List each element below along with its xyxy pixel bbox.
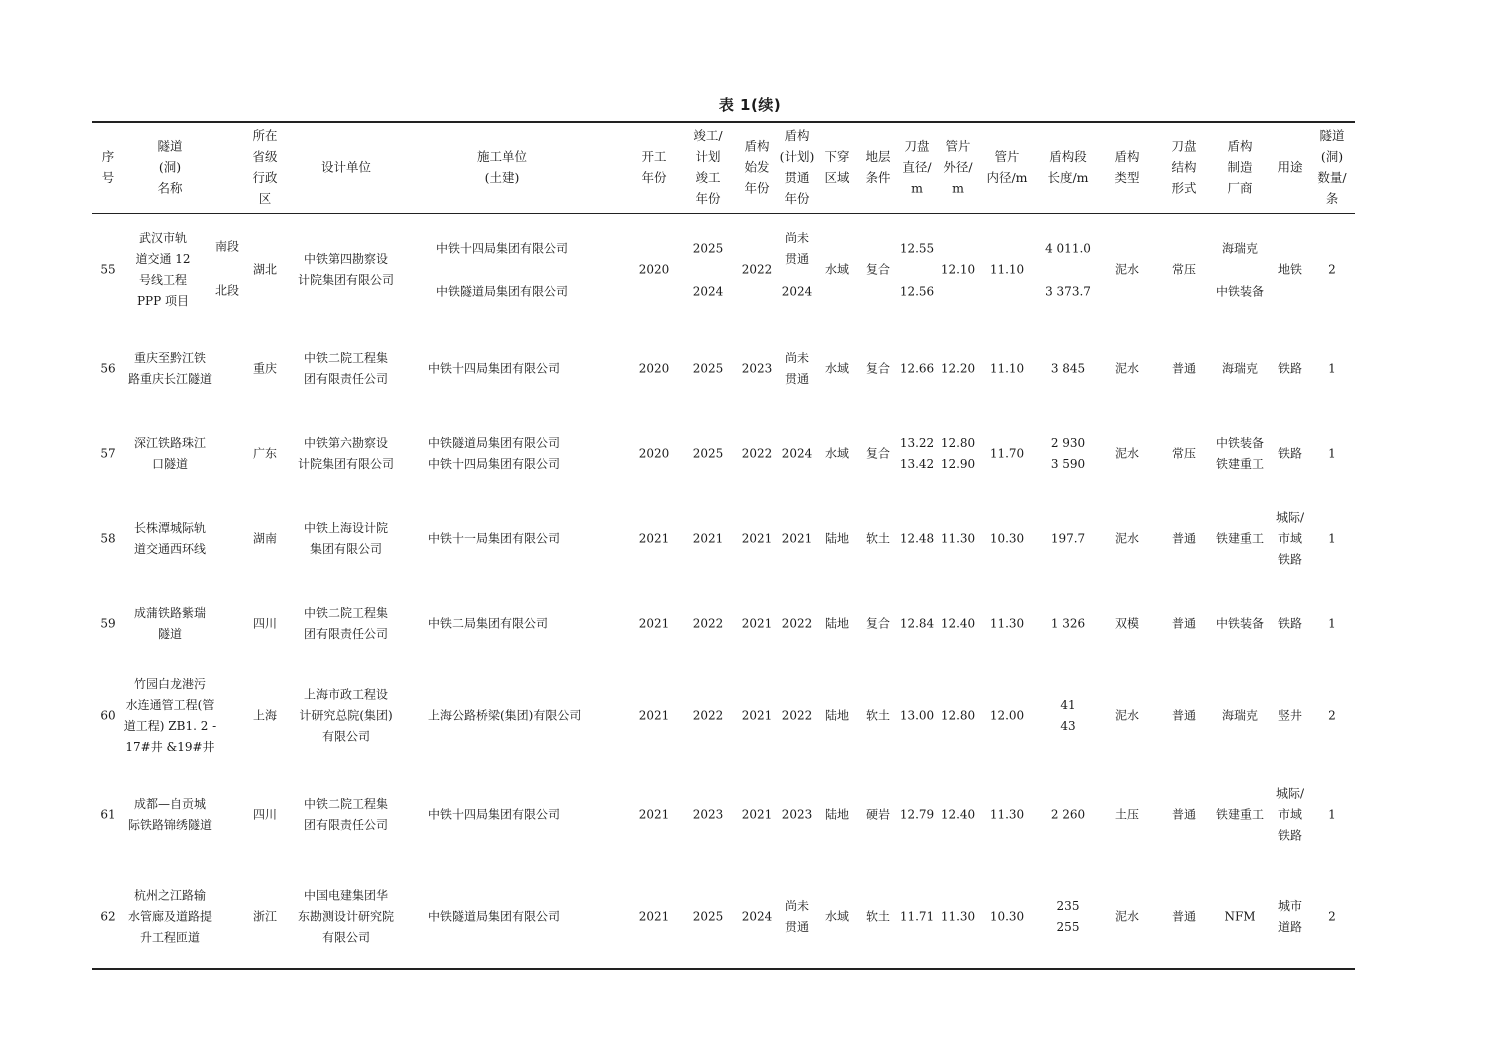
row-58-crossing: 陆地 bbox=[824, 531, 850, 546]
row-61-name: 成都—自贡城 际铁路锦绣隧道 bbox=[127, 797, 213, 832]
row-55-cutter-dia-2: 12.56 bbox=[899, 284, 935, 299]
row-55-use: 地铁 bbox=[1277, 262, 1303, 277]
row-60-finish: 2022 bbox=[692, 708, 724, 723]
row-55-construct-1: 中铁十四局集团有限公司 bbox=[435, 241, 569, 256]
row-57-seg-od: 12.80 12.90 bbox=[940, 436, 976, 471]
row-55-crossing: 水域 bbox=[824, 262, 850, 277]
row-58-stratum: 软土 bbox=[865, 531, 891, 546]
row-59-name: 成蒲铁路紫瑞 隧道 bbox=[133, 606, 207, 641]
row-56-length: 3 845 bbox=[1050, 361, 1086, 376]
row-59-stratum: 复合 bbox=[865, 616, 891, 631]
row-59-length: 1 326 bbox=[1050, 616, 1086, 631]
row-62-seg-id: 10.30 bbox=[989, 909, 1025, 924]
row-60-construct: 上海公路桥梁(集团)有限公司 bbox=[428, 708, 582, 723]
header-construct: 施工单位 (土建) bbox=[476, 149, 528, 185]
row-59-maker: 中铁装备 bbox=[1215, 616, 1265, 631]
row-57-start: 2020 bbox=[638, 446, 670, 461]
row-59-design: 中铁二院工程集 团有限责任公司 bbox=[303, 606, 389, 641]
row-57-through: 2024 bbox=[781, 446, 813, 461]
row-59-seg-od: 12.40 bbox=[940, 616, 976, 631]
row-61-launch: 2021 bbox=[741, 807, 773, 822]
row-61-stratum: 硬岩 bbox=[865, 807, 891, 822]
row-59-count: 1 bbox=[1328, 616, 1336, 631]
row-58-maker: 铁建重工 bbox=[1215, 531, 1265, 546]
row-55-stratum: 复合 bbox=[865, 262, 891, 277]
row-60-count: 2 bbox=[1328, 708, 1336, 723]
row-55-construct-2: 中铁隧道局集团有限公司 bbox=[435, 284, 569, 299]
row-60-maker: 海瑞克 bbox=[1221, 708, 1259, 723]
row-60-seg-id: 12.00 bbox=[989, 708, 1025, 723]
row-55-section-1: 南段 bbox=[214, 239, 240, 254]
header-through: 盾构 (计划) 贯通 年份 bbox=[779, 128, 815, 206]
row-55-through-2: 2024 bbox=[781, 284, 813, 299]
row-62-construct: 中铁隧道局集团有限公司 bbox=[428, 909, 561, 924]
row-62-seq: 62 bbox=[100, 909, 116, 924]
row-60-through: 2022 bbox=[781, 708, 813, 723]
row-56-seg-od: 12.20 bbox=[940, 361, 976, 376]
row-59-seg-id: 11.30 bbox=[989, 616, 1025, 631]
header-cutter-dia: 刀盘 直径/ m bbox=[902, 138, 932, 196]
row-60-province: 上海 bbox=[252, 708, 278, 723]
row-55-section-2: 北段 bbox=[214, 283, 240, 298]
row-61-construct: 中铁十四局集团有限公司 bbox=[428, 807, 561, 822]
row-62-name: 杭州之江路输 水管廊及道路提 升工程匝道 bbox=[127, 888, 213, 945]
header-province: 所在 省级 行政 区 bbox=[252, 128, 278, 206]
row-58-cutter-form: 普通 bbox=[1171, 531, 1197, 546]
row-60-seq: 60 bbox=[100, 708, 116, 723]
row-56-cutter-dia: 12.66 bbox=[899, 361, 935, 376]
row-55-design: 中铁第四勘察设 计院集团有限公司 bbox=[297, 252, 395, 287]
header-seg-id: 管片 内径/m bbox=[986, 149, 1028, 185]
row-55-seg-od: 12.10 bbox=[940, 262, 976, 277]
row-58-province: 湖南 bbox=[252, 531, 278, 546]
row-62-maker: NFM bbox=[1224, 909, 1256, 924]
row-59-seq: 59 bbox=[100, 616, 116, 631]
row-58-use: 城际/ 市域 铁路 bbox=[1275, 510, 1305, 567]
row-57-maker: 中铁装备 铁建重工 bbox=[1215, 436, 1265, 471]
row-57-finish: 2025 bbox=[692, 446, 724, 461]
header-name: 隧道 (洞) 名称 bbox=[157, 138, 183, 196]
row-61-cutter-dia: 12.79 bbox=[899, 807, 935, 822]
row-59-use: 铁路 bbox=[1277, 616, 1303, 631]
row-62-seg-od: 11.30 bbox=[940, 909, 976, 924]
header-stratum: 地层 条件 bbox=[865, 149, 891, 185]
header-finish: 竣工/ 计划 竣工 年份 bbox=[693, 128, 723, 206]
row-59-cutter-form: 普通 bbox=[1171, 616, 1197, 631]
row-57-cutter-form: 常压 bbox=[1171, 446, 1197, 461]
row-60-crossing: 陆地 bbox=[824, 708, 850, 723]
row-56-cutter-form: 普通 bbox=[1171, 361, 1197, 376]
row-56-stratum: 复合 bbox=[865, 361, 891, 376]
row-60-cutter-form: 普通 bbox=[1171, 708, 1197, 723]
row-56-type: 泥水 bbox=[1114, 361, 1140, 376]
row-56-use: 铁路 bbox=[1277, 361, 1303, 376]
row-60-start: 2021 bbox=[638, 708, 670, 723]
row-57-cutter-dia: 13.22 13.42 bbox=[899, 436, 935, 471]
row-55-cutter-dia-1: 12.55 bbox=[899, 241, 935, 256]
row-61-seg-od: 12.40 bbox=[940, 807, 976, 822]
row-62-design: 中国电建集团华 东勘测设计研究院 有限公司 bbox=[297, 888, 395, 945]
row-55-launch: 2022 bbox=[741, 262, 773, 277]
table-bottom-rule bbox=[92, 968, 1355, 970]
row-61-seg-id: 11.30 bbox=[989, 807, 1025, 822]
row-56-count: 1 bbox=[1328, 361, 1336, 376]
row-62-start: 2021 bbox=[638, 909, 670, 924]
row-55-maker-2: 中铁装备 bbox=[1215, 284, 1265, 299]
row-55-length-1: 4 011.0 bbox=[1045, 241, 1091, 256]
row-55-length-2: 3 373.7 bbox=[1045, 284, 1091, 299]
row-59-type: 双模 bbox=[1114, 616, 1140, 631]
row-57-launch: 2022 bbox=[741, 446, 773, 461]
row-59-finish: 2022 bbox=[692, 616, 724, 631]
row-57-design: 中铁第六勘察设 计院集团有限公司 bbox=[297, 436, 395, 471]
row-60-cutter-dia: 13.00 bbox=[899, 708, 935, 723]
header-seg-od: 管片 外径/ m bbox=[943, 138, 973, 196]
row-57-seg-id: 11.70 bbox=[989, 446, 1025, 461]
row-62-cutter-form: 普通 bbox=[1171, 909, 1197, 924]
row-56-finish: 2025 bbox=[692, 361, 724, 376]
header-count: 隧道 (洞) 数量/ 条 bbox=[1317, 128, 1347, 206]
row-56-seq: 56 bbox=[100, 361, 116, 376]
row-62-count: 2 bbox=[1328, 909, 1336, 924]
row-60-launch: 2021 bbox=[741, 708, 773, 723]
header-length: 盾构段 长度/m bbox=[1047, 149, 1089, 185]
row-56-design: 中铁二院工程集 团有限责任公司 bbox=[303, 351, 389, 386]
row-58-start: 2021 bbox=[638, 531, 670, 546]
row-62-cutter-dia: 11.71 bbox=[899, 909, 935, 924]
row-59-province: 四川 bbox=[252, 616, 278, 631]
row-55-finish-2: 2024 bbox=[692, 284, 724, 299]
row-61-crossing: 陆地 bbox=[824, 807, 850, 822]
row-58-cutter-dia: 12.48 bbox=[899, 531, 935, 546]
row-58-finish: 2021 bbox=[692, 531, 724, 546]
table-top-rule bbox=[92, 121, 1355, 123]
row-62-type: 泥水 bbox=[1114, 909, 1140, 924]
row-58-type: 泥水 bbox=[1114, 531, 1140, 546]
row-55-count: 2 bbox=[1328, 262, 1336, 277]
row-60-stratum: 软土 bbox=[865, 708, 891, 723]
row-55-seg-id: 11.10 bbox=[989, 262, 1025, 277]
row-58-seg-id: 10.30 bbox=[989, 531, 1025, 546]
header-type: 盾构 类型 bbox=[1114, 149, 1140, 185]
row-57-seq: 57 bbox=[100, 446, 116, 461]
row-58-length: 197.7 bbox=[1050, 531, 1086, 546]
row-62-launch: 2024 bbox=[741, 909, 773, 924]
row-59-through: 2022 bbox=[781, 616, 813, 631]
row-57-crossing: 水域 bbox=[824, 446, 850, 461]
row-61-province: 四川 bbox=[252, 807, 278, 822]
row-57-length: 2 930 3 590 bbox=[1050, 436, 1086, 471]
row-59-construct: 中铁二局集团有限公司 bbox=[428, 616, 549, 631]
row-62-province: 浙江 bbox=[252, 909, 278, 924]
header-cutter-form: 刀盘 结构 形式 bbox=[1171, 138, 1197, 196]
row-55-type: 泥水 bbox=[1114, 262, 1140, 277]
row-56-construct: 中铁十四局集团有限公司 bbox=[428, 361, 561, 376]
row-57-name: 深江铁路珠江 口隧道 bbox=[133, 436, 207, 471]
row-56-launch: 2023 bbox=[741, 361, 773, 376]
row-58-count: 1 bbox=[1328, 531, 1336, 546]
row-62-length: 235 255 bbox=[1056, 899, 1080, 934]
row-60-length: 41 43 bbox=[1060, 698, 1076, 733]
row-55-finish-1: 2025 bbox=[692, 241, 724, 256]
row-61-start: 2021 bbox=[638, 807, 670, 822]
row-61-finish: 2023 bbox=[692, 807, 724, 822]
row-56-seg-id: 11.10 bbox=[989, 361, 1025, 376]
row-60-use: 竖井 bbox=[1277, 708, 1303, 723]
table-header-rule bbox=[92, 213, 1355, 214]
row-60-name: 竹园白龙港污 水连通管工程(管 道工程) ZB1. 2 - 17#井 &19#井 bbox=[123, 677, 217, 754]
row-57-count: 1 bbox=[1328, 446, 1336, 461]
row-58-through: 2021 bbox=[781, 531, 813, 546]
row-61-maker: 铁建重工 bbox=[1215, 807, 1265, 822]
header-maker: 盾构 制造 厂商 bbox=[1227, 138, 1253, 196]
row-57-province: 广东 bbox=[252, 446, 278, 461]
row-59-cutter-dia: 12.84 bbox=[899, 616, 935, 631]
row-61-through: 2023 bbox=[781, 807, 813, 822]
row-57-construct: 中铁隧道局集团有限公司 中铁十四局集团有限公司 bbox=[428, 436, 561, 471]
row-56-province: 重庆 bbox=[252, 361, 278, 376]
row-62-use: 城市 道路 bbox=[1277, 899, 1303, 934]
row-57-type: 泥水 bbox=[1114, 446, 1140, 461]
row-60-seg-od: 12.80 bbox=[940, 708, 976, 723]
header-crossing: 下穿 区域 bbox=[824, 149, 850, 185]
row-55-cutter-form: 常压 bbox=[1171, 262, 1197, 277]
header-seq: 序 号 bbox=[101, 149, 115, 185]
row-58-design: 中铁上海设计院 集团有限公司 bbox=[303, 521, 389, 556]
table-title: 表 1(续) bbox=[718, 96, 782, 114]
row-61-count: 1 bbox=[1328, 807, 1336, 822]
row-57-stratum: 复合 bbox=[865, 446, 891, 461]
row-59-crossing: 陆地 bbox=[824, 616, 850, 631]
row-56-start: 2020 bbox=[638, 361, 670, 376]
row-55-name: 武汉市轨 道交通 12 号线工程 PPP 项目 bbox=[135, 231, 191, 308]
row-58-seg-od: 11.30 bbox=[940, 531, 976, 546]
row-62-crossing: 水域 bbox=[824, 909, 850, 924]
header-design: 设计单位 bbox=[320, 159, 372, 175]
row-56-crossing: 水域 bbox=[824, 361, 850, 376]
row-60-design: 上海市政工程设 计研究总院(集团) 有限公司 bbox=[299, 687, 393, 744]
row-62-stratum: 软土 bbox=[865, 909, 891, 924]
header-start: 开工 年份 bbox=[641, 149, 667, 185]
row-59-start: 2021 bbox=[638, 616, 670, 631]
row-62-finish: 2025 bbox=[692, 909, 724, 924]
header-launch: 盾构 始发 年份 bbox=[744, 138, 770, 196]
row-61-type: 土压 bbox=[1114, 807, 1140, 822]
row-55-province: 湖北 bbox=[252, 262, 278, 277]
row-61-cutter-form: 普通 bbox=[1171, 807, 1197, 822]
row-62-through: 尚未 贯通 bbox=[784, 899, 810, 934]
header-use: 用途 bbox=[1277, 159, 1303, 175]
row-60-type: 泥水 bbox=[1114, 708, 1140, 723]
row-58-name: 长株潭城际轨 道交通西环线 bbox=[133, 521, 207, 556]
row-58-seq: 58 bbox=[100, 531, 116, 546]
row-58-launch: 2021 bbox=[741, 531, 773, 546]
row-61-seq: 61 bbox=[100, 807, 116, 822]
row-59-launch: 2021 bbox=[741, 616, 773, 631]
row-57-use: 铁路 bbox=[1277, 446, 1303, 461]
row-55-through-1: 尚未 贯通 bbox=[784, 231, 810, 266]
row-56-name: 重庆至黔江铁 路重庆长江隧道 bbox=[127, 351, 213, 386]
row-56-maker: 海瑞克 bbox=[1221, 361, 1259, 376]
row-61-design: 中铁二院工程集 团有限责任公司 bbox=[303, 797, 389, 832]
row-55-maker-1: 海瑞克 bbox=[1221, 241, 1259, 256]
row-55-seq: 55 bbox=[100, 262, 116, 277]
row-61-use: 城际/ 市域 铁路 bbox=[1275, 786, 1305, 843]
row-61-length: 2 260 bbox=[1050, 807, 1086, 822]
row-56-through: 尚未 贯通 bbox=[784, 351, 810, 386]
row-58-construct: 中铁十一局集团有限公司 bbox=[428, 531, 561, 546]
row-55-start: 2020 bbox=[638, 262, 670, 277]
